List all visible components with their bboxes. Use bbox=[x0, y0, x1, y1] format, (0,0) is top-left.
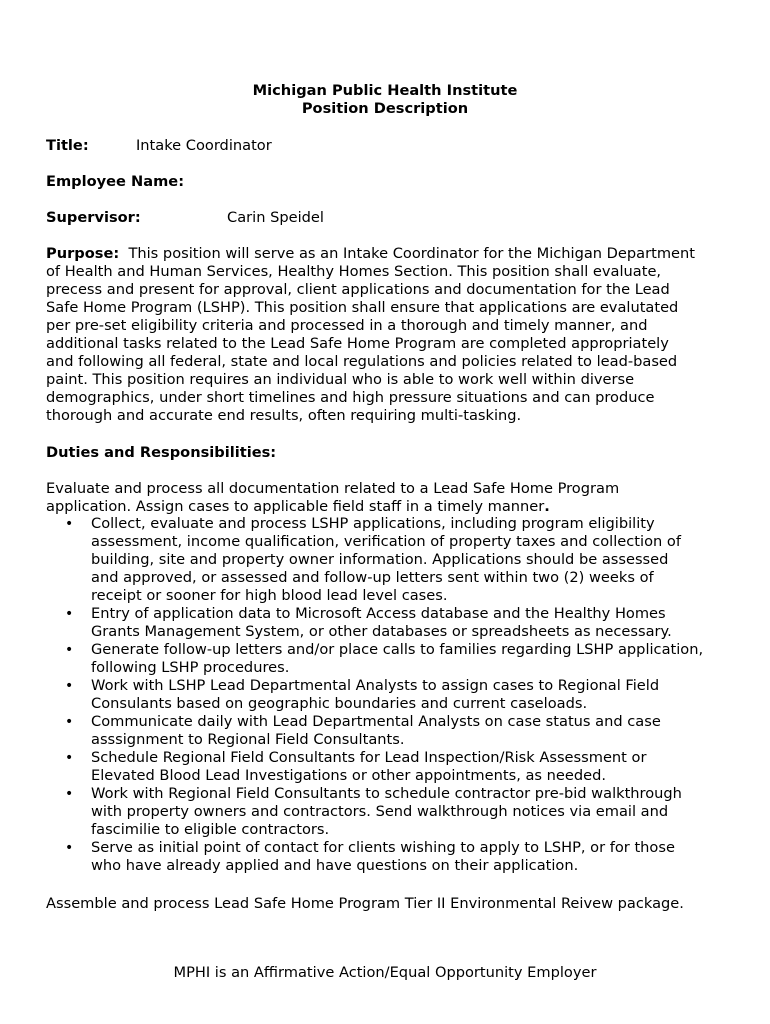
list-item bbox=[46, 515, 736, 605]
supervisor-value: Carin Speidel bbox=[227, 209, 324, 226]
list-item-line: following LSHP procedures. bbox=[91, 659, 290, 676]
bullet-icon: • bbox=[65, 606, 74, 622]
list-item-line: with property owners and contractors. Send walkthrough notices via email and bbox=[91, 803, 669, 820]
list-item-line: Work with Regional Field Consultants to schedule contractor pre-bid walkthrough bbox=[91, 785, 682, 802]
list-item-line: Consulants based on geographic boundaries and current caseloads. bbox=[91, 695, 588, 712]
purpose-line: Safe Home Program (LSHP). This position shall ensure that applications are evalutated bbox=[46, 299, 679, 316]
list-item-line: Serve as initial point of contact for clients wishing to apply to LSHP, or for those bbox=[91, 839, 675, 856]
list-item-line: Work with LSHP Lead Departmental Analysts to assign cases to Regional Field bbox=[91, 677, 660, 694]
purpose-line: of Health and Human Services, Healthy Homes Section. This position shall evaluate, bbox=[46, 263, 662, 280]
list-item bbox=[46, 641, 736, 677]
document-title: Position Description bbox=[301, 100, 469, 117]
list-item-line: who have already applied and have questions on their application. bbox=[91, 857, 579, 874]
list-item-line: building, site and property owner information. Applications should be assessed bbox=[91, 551, 669, 568]
purpose-line: additional tasks related to the Lead Safe Home Program are completed appropriately bbox=[46, 335, 669, 352]
list-item-line: and approved, or assessed and follow-up letters sent within two (2) weeks of bbox=[91, 569, 654, 586]
duties-intro bbox=[46, 480, 736, 516]
list-item bbox=[46, 839, 736, 875]
supervisor-label: Supervisor: bbox=[46, 209, 141, 226]
closing-paragraph: Assemble and process Lead Safe Home Program Tier II Environmental Reivew package. bbox=[46, 895, 684, 912]
list-item-line: Communicate daily with Lead Departmental Analysts on case status and case bbox=[91, 713, 661, 730]
bullet-icon: • bbox=[65, 678, 74, 694]
list-item-line: fascimilie to eligible contractors. bbox=[91, 821, 330, 838]
duties-intro-text: application. Assign cases to applicable field staff in a timely manner bbox=[46, 498, 545, 515]
purpose-paragraph bbox=[46, 245, 736, 425]
duties-list bbox=[46, 515, 736, 875]
purpose-line: demographics, under short timelines and high pressure situations and can produce bbox=[46, 389, 655, 406]
list-item-line: Elevated Blood Lead Investigations or other appointments, as needed. bbox=[91, 767, 607, 784]
purpose-line: and following all federal, state and local regulations and policies related to lead-based bbox=[46, 353, 678, 370]
document-header bbox=[0, 82, 770, 118]
purpose-line: per pre-set eligibility criteria and processed in a thorough and timely manner, and bbox=[46, 317, 648, 334]
bullet-icon: • bbox=[65, 642, 74, 658]
duties-heading: Duties and Responsibilities: bbox=[46, 444, 277, 461]
purpose-text: This position will serve as an Intake Coordinator for the Michigan Department bbox=[128, 245, 695, 262]
bullet-icon: • bbox=[65, 714, 74, 730]
list-item bbox=[46, 677, 736, 713]
duties-intro-period: . bbox=[544, 498, 550, 515]
bullet-icon: • bbox=[65, 750, 74, 766]
footer-statement: MPHI is an Affirmative Action/Equal Opportunity Employer bbox=[173, 964, 597, 981]
list-item bbox=[46, 785, 736, 839]
organization-name: Michigan Public Health Institute bbox=[252, 82, 518, 99]
list-item-line: Generate follow-up letters and/or place calls to families regarding LSHP application, bbox=[91, 641, 704, 658]
purpose-line: precess and present for approval, client applications and documentation for the Lead bbox=[46, 281, 670, 298]
duties-intro-line bbox=[46, 498, 736, 516]
duties-intro-line: Evaluate and process all documentation related to a Lead Safe Home Program bbox=[46, 480, 620, 497]
list-item bbox=[46, 605, 736, 641]
bullet-icon: • bbox=[65, 840, 74, 856]
list-item-line: Schedule Regional Field Consultants for Lead Inspection/Risk Assessment or bbox=[91, 749, 647, 766]
purpose-line: thorough and accurate end results, often requiring multi-tasking. bbox=[46, 407, 522, 424]
bullet-icon: • bbox=[65, 516, 74, 532]
list-item-line: Collect, evaluate and process LSHP applications, including program eligibility bbox=[91, 515, 655, 532]
list-item-line: assessment, income qualification, verification of property taxes and collection of bbox=[91, 533, 681, 550]
purpose-line: paint. This position requires an individual who is able to work well within diverse bbox=[46, 371, 635, 388]
list-item bbox=[46, 749, 736, 785]
purpose-label: Purpose: bbox=[46, 245, 120, 262]
list-item-line: receipt or sooner for high blood lead level cases. bbox=[91, 587, 448, 604]
bullet-icon: • bbox=[65, 786, 74, 802]
employee-name-label: Employee Name: bbox=[46, 173, 185, 190]
purpose-line bbox=[46, 245, 736, 263]
title-value: Intake Coordinator bbox=[136, 137, 272, 154]
list-item-line: Entry of application data to Microsoft Access database and the Healthy Homes bbox=[91, 605, 666, 622]
list-item-line: asssignment to Regional Field Consultants. bbox=[91, 731, 405, 748]
title-label: Title: bbox=[46, 137, 89, 154]
list-item bbox=[46, 713, 736, 749]
list-item-line: Grants Management System, or other databases or spreadsheets as necessary. bbox=[91, 623, 672, 640]
